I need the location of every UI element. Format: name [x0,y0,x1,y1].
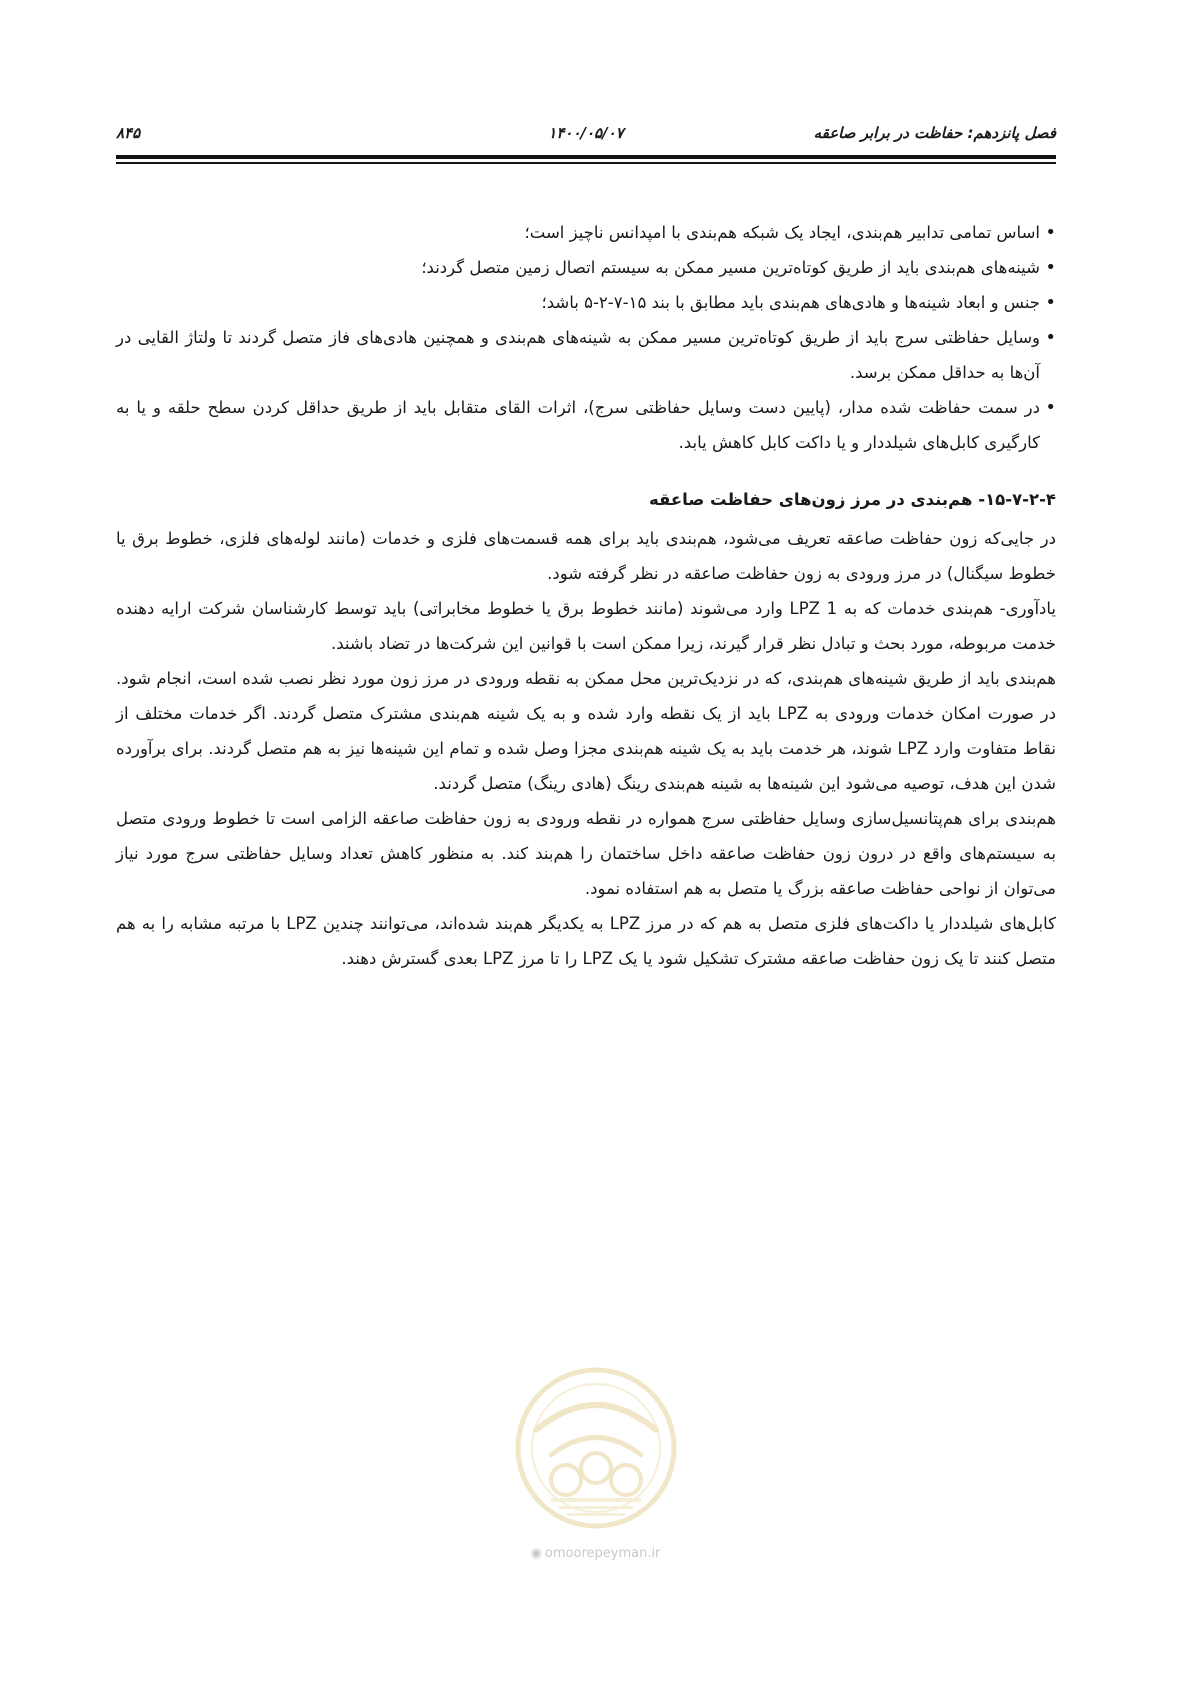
paragraph: کابل‌های شیلددار یا داکت‌های فلزی متصل به هم که در مرز LPZ به یکدیگر هم‌بند شده‌اند، می‌توانند چندین LPZ با مرتبه مشابه را به هم متصل کنند تا یک زون حفاظت صاعقه مشترک تشکیل شود یا یک LPZ را تا مرز LPZ بعدی گسترش دهند. [116,914,1056,968]
watermark-logo [511,1360,681,1540]
paragraph: در جایی‌که زون حفاظت صاعقه تعریف می‌شود، هم‌بندی باید برای همه قسمت‌های فلزی و خدمات (مانند لوله‌های فلزی، خطوط برق یا خطوط سیگنال) در مرز ورودی به زون حفاظت صاعقه در نظر گرفته شود. [116,529,1056,583]
header-rule-thick [116,155,1056,159]
watermark-caption: ◉ omoorepeyman.ir [530,1546,661,1561]
bullet-item: • در سمت حفاظت شده مدار، (پایین دست وسایل حفاظتی سرج)، اثرات القای متقابل باید از طریق حداقل کردن سطح حلقه و یا به کارگیری کابل‌های شیلددار و یا داکت کابل کاهش یابد. [116,390,1056,460]
note-paragraph: یادآوری- هم‌بندی خدمات که به LPZ 1 وارد می‌شوند (مانند خطوط برق یا خطوط مخابراتی) باید توسط کارشناسان شرکت ارایه دهنده خدمت مربوطه، مورد بحث و تبادل نظر قرار گیرند، زیرا ممکن است با قوانین این شرکت‌ها در تضاد باشند. [116,599,1057,653]
chapter-title: فصل پانزدهم: حفاظت در برابر صاعقه [813,124,1056,142]
bullet-item: • جنس و ابعاد شینه‌ها و هادی‌های هم‌بندی باید مطابق با بند ۱۵-۷-۲-۵ باشد؛ [116,285,1056,320]
paragraph: هم‌بندی باید از طریق شینه‌های هم‌بندی، که در نزدیک‌ترین محل ممکن به نقطه ورودی در مرز زون مورد نظر نصب شده است، انجام شود. در صورت امکان خدمات ورودی به LPZ باید از یک نقطه وارد شده و به یک شینه هم‌بندی مشترک متصل گردند. اگر خدمات مختلف از نقاط متفاوت وارد LPZ شوند، هر خدمت باید به یک شینه هم‌بندی مجزا وصل شده و تمام این شینه‌ها نیز به هم متصل گردند. برای برآورده شدن این هدف، توصیه می‌شود این شینه‌ها به شینه هم‌بندی رینگ (هادی رینگ) متصل گردند. [116,669,1057,793]
bullet-item: • شینه‌های هم‌بندی باید از طریق کوتاه‌ترین مسیر ممکن به سیستم اتصال زمین متصل گردند؛ [116,250,1056,285]
paragraph: هم‌بندی برای هم‌پتانسیل‌سازی وسایل حفاظتی سرج همواره در نقطه ورودی به زون حفاظت صاعقه الزامی است تا خطوط ورودی متصل به سیستم‌های واقع در درون زون حفاظت صاعقه داخل ساختمان را هم‌بند کند. به منظور کاهش تعداد وسایل حفاظتی سرج مورد نیاز می‌توان از نواحی حفاظت صاعقه بزرگ یا متصل به هم استفاده نمود. [116,809,1056,898]
watermark [496,1360,696,1561]
page-header [116,124,1056,150]
bullet-list [116,215,1056,460]
globe-icon: ◉ [530,1546,542,1561]
section-heading: ۱۵-۷-۲-۴- هم‌بندی در مرز زون‌های حفاظت صاعقه [649,490,1056,509]
header-rule-thin [116,162,1056,164]
header-date: ۱۴۰۰/۰۵/۰۷ [548,124,624,142]
page-number: ۸۴۵ [116,124,141,142]
bullet-item: • وسایل حفاظتی سرج باید از طریق کوتاه‌ترین مسیر ممکن به شینه‌های هم‌بندی و همچنین هادی‌های فاز متصل گردند تا ولتاژ القایی در آن‌ها به حداقل ممکن برسد. [116,320,1056,390]
page-content [116,215,1056,976]
bullet-item: • اساس تمامی تدابیر هم‌بندی، ایجاد یک شبکه هم‌بندی با امپدانس ناچیز است؛ [116,215,1056,250]
